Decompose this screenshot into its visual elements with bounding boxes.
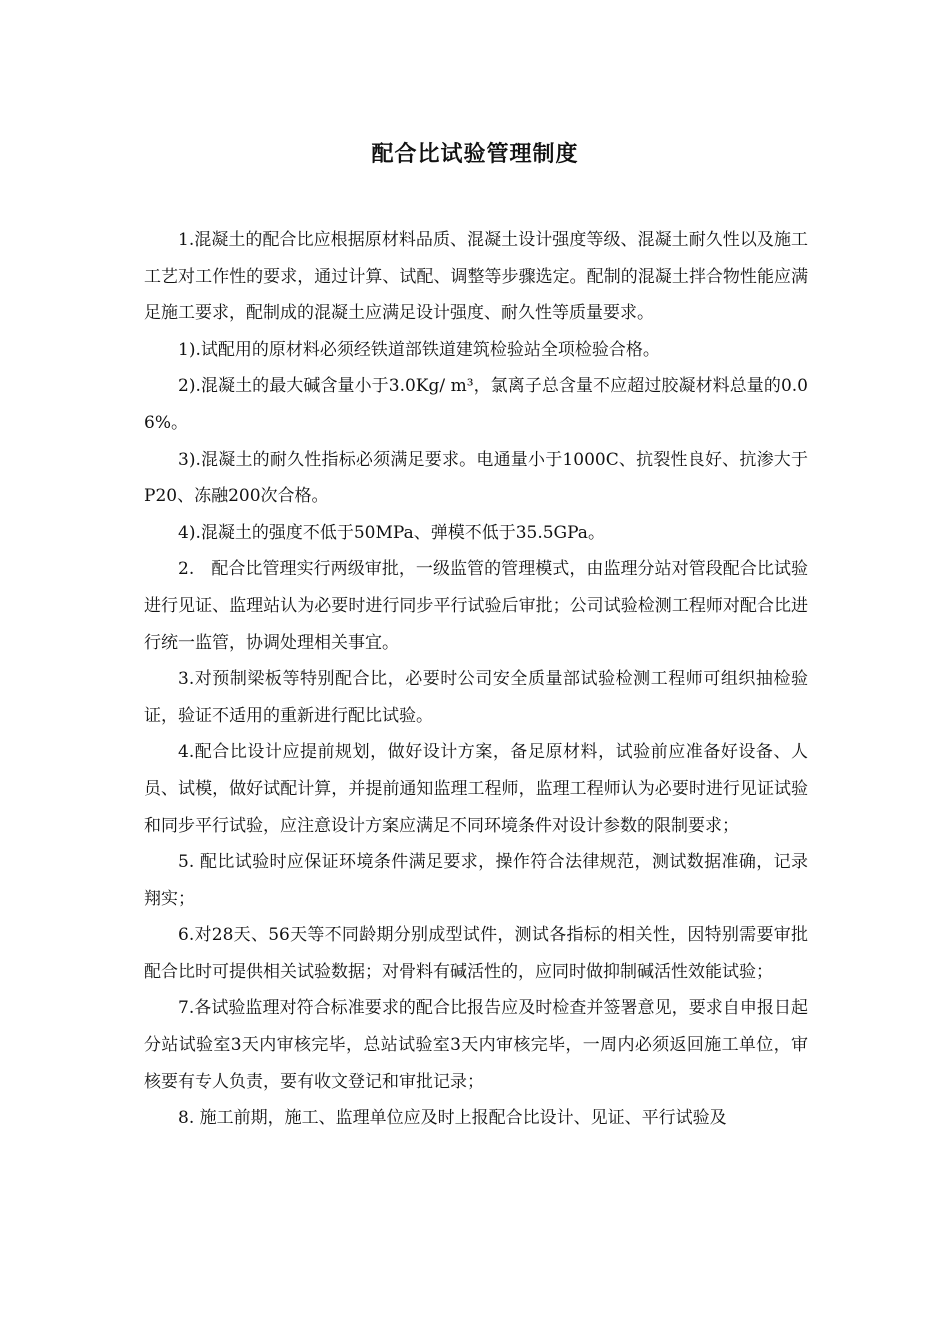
paragraph-1-3: 3).混凝土的耐久性指标必须满足要求。电通量小于1000C、抗裂性良好、抗渗大于P20、冻融200次合格。 [144,449,808,507]
paragraph-1-4: 4).混凝土的强度不低于50MPa、弹模不低于35.5GPa。 [178,522,605,543]
document-title: 配合比试验管理制度 [371,142,579,167]
paragraph-7: 7.各试验监理对符合标准要求的配合比报告应及时检查并签署意见，要求自申报日起分站试验室3天内审核完毕，总站试验室3天内审核完毕，一周内必须返回施工单位，审核要有专人负责，要有收文登记和审批记录； [144,998,808,1092]
paragraph-1: 1.混凝土的配合比应根据原材料品质、混凝土设计强度等级、混凝土耐久性以及施工工艺对工作性的要求，通过计算、试配、调整等步骤选定。配制的混凝土拌合物性能应满足施工要求，配制成的混凝土应满足设计强度、耐久性等质量要求。 [144,230,808,324]
paragraph-8: 8. 施工前期，施工、监理单位应及时上报配合比设计、见证、平行试验及 [178,1108,727,1129]
paragraph-2: 2. 配合比管理实行两级审批，一级监管的管理模式，由监理分站对管段配合比试验进行见证、监理站认为必要时进行同步平行试验后审批；公司试验检测工程师对配合比进行统一监管，协调处理相关事宜。 [144,559,808,653]
paragraph-5: 5. 配比试验时应保证环境条件满足要求，操作符合法律规范，测试数据准确，记录翔实； [144,852,808,909]
paragraph-6: 6.对28天、56天等不同龄期分别成型试件，测试各指标的相关性，因特别需要审批配合比时可提供相关试验数据；对骨料有碱活性的，应同时做抑制碱活性效能试验； [144,925,808,982]
paragraph-1-1: 1).试配用的原材料必须经铁道部铁道建筑检验站全项检验合格。 [178,339,660,360]
paragraph-1-2: 2).混凝土的最大碱含量小于3.0Kg/ m³，氯离子总含量不应超过胶凝材料总量的0.06%。 [144,376,808,433]
paragraph-3: 3.对预制梁板等特别配合比，必要时公司安全质量部试验检测工程师可组织抽检验证，验证不适用的重新进行配比试验。 [144,669,808,726]
paragraph-4: 4.配合比设计应提前规划，做好设计方案，备足原材料，试验前应准备好设备、人员、试模，做好试配计算，并提前通知监理工程师，监理工程师认为必要时进行见证试验和同步平行试验，应注意设计方案应满足不同环境条件对设计参数的限制要求； [144,742,808,836]
document-body [144,222,808,1137]
